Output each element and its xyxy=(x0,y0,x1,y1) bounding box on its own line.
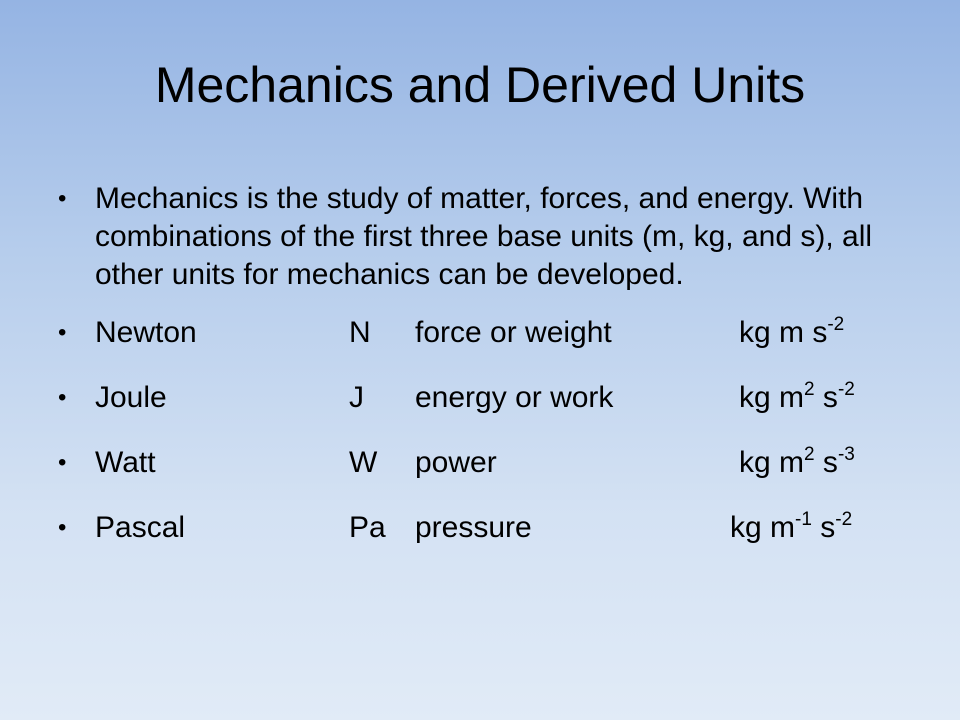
unit-row-pascal xyxy=(58,509,918,547)
unit-quantity: power xyxy=(415,446,497,479)
intro-text: Mechanics is the study of matter, forces, and energy. With combinations of the first three base units (m, kg, and s), all other units for mechanics can be developed. xyxy=(95,182,873,291)
unit-row-joule xyxy=(58,379,918,417)
unit-symbol: N xyxy=(349,316,371,349)
bullet-icon: • xyxy=(58,185,67,212)
si-base: kg m xyxy=(739,381,805,414)
bullet-icon: • xyxy=(58,449,67,476)
unit-name: Joule xyxy=(95,381,167,414)
unit-si-expression: kg $m^{-1}$ $s^{-2}$ xyxy=(730,509,853,544)
unit-symbol: J xyxy=(349,381,364,414)
unit-row-watt xyxy=(58,444,918,482)
unit-quantity: energy or work xyxy=(415,381,614,414)
s-exponent: -2 xyxy=(827,314,845,335)
unit-name: Newton xyxy=(95,316,197,349)
m-exponent: 2 xyxy=(804,444,815,465)
unit-quantity: force or weight xyxy=(415,316,612,349)
bullet-icon: • xyxy=(58,319,67,346)
si-base: kg m xyxy=(730,511,796,544)
unit-symbol: Pa xyxy=(349,511,386,544)
si-base: kg m xyxy=(739,446,805,479)
unit-name: Pascal xyxy=(95,511,186,544)
m-exponent: -1 xyxy=(795,509,812,530)
s-exponent: -3 xyxy=(837,444,855,465)
unit-row-newton xyxy=(58,314,918,352)
unit-symbol: W xyxy=(349,446,378,479)
m-exponent: 2 xyxy=(804,379,815,400)
slide-content xyxy=(58,180,918,574)
unit-si-expression xyxy=(739,314,844,352)
bullet-intro xyxy=(58,180,918,294)
unit-si-expression: kg $m^2$ $s^{-2}$ xyxy=(739,379,855,414)
unit-si-expression: kg $m^2$ $s^{-3}$ xyxy=(739,444,855,479)
si-base: kg m s xyxy=(739,316,828,349)
s-exponent: -2 xyxy=(835,509,853,530)
slide-title: Mechanics and Derived Units xyxy=(154,57,806,113)
bullet-icon: • xyxy=(58,514,67,541)
unit-quantity: pressure xyxy=(415,511,532,544)
unit-name: Watt xyxy=(95,446,156,479)
bullet-icon: • xyxy=(58,384,67,411)
s-exponent: -2 xyxy=(837,379,855,400)
